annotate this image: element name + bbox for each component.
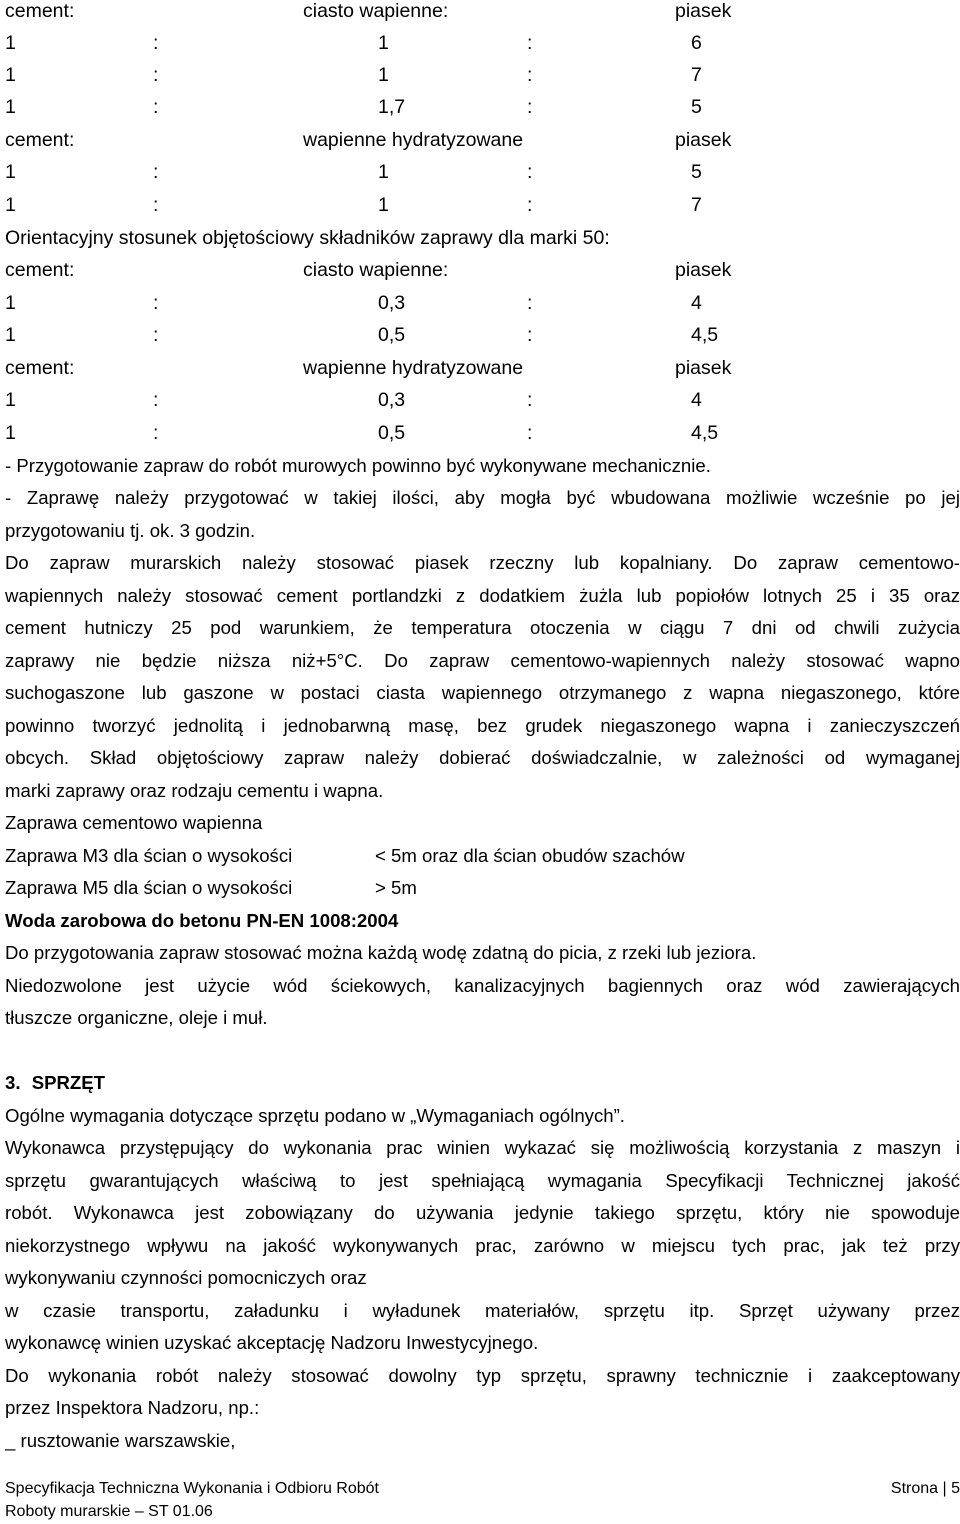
col-sand: piasek <box>675 357 732 379</box>
ratio-value: 1 <box>5 422 16 444</box>
ratio-value: 1 <box>5 96 16 118</box>
paragraph-line: niekorzystnego wpływu na jakość wykonywanych prac, zarówno w miejscu tych prac, jak też przy <box>5 1235 960 1256</box>
ratio-value: 1 <box>5 194 16 216</box>
zaprawa-m5-line <box>5 872 417 904</box>
col-binder: ciasto wapienne: <box>303 259 449 281</box>
paragraph-line: Ogólne wymagania dotyczące sprzętu podano w „Wymaganiach ogólnych”. <box>5 1105 625 1126</box>
sentence: Do zapraw cementowo-wapiennych należy stosować wapno <box>384 650 960 671</box>
ratio-row <box>5 287 960 319</box>
sentence: Do zapraw cementowo- <box>733 552 960 573</box>
ratio-separator: : <box>527 422 533 444</box>
ratio-value: 1 <box>378 161 389 183</box>
ratio-value: 1 <box>378 64 389 86</box>
paragraph-line: Do przygotowania zapraw stosować można każdą wodę zdatną do picia, z rzeki lub jeziora. <box>5 942 757 963</box>
section-number: 3. <box>5 1072 21 1093</box>
sentence: Do zapraw murarskich należy stosować piasek rzeczny lub kopalniany. <box>5 552 713 573</box>
ratio-separator: : <box>527 32 533 54</box>
zaprawa-title: Zaprawa cementowo wapienna <box>5 812 263 833</box>
zaprawa-m3-line <box>5 840 685 872</box>
page-number: Strona | 5 <box>890 1480 960 1497</box>
ratio-row <box>5 59 960 91</box>
ratio-separator: : <box>153 389 159 411</box>
col-binder: wapienne hydratyzowane <box>303 357 524 379</box>
ratio-separator: : <box>153 64 159 86</box>
ratio-value: 1 <box>5 292 16 314</box>
ratio-value: 1 <box>378 32 389 54</box>
ratio-value: 1 <box>5 389 16 411</box>
ratio-value: 4,5 <box>691 422 719 444</box>
zaprawa-m3-label: Zaprawa M3 dla ścian o wysokości <box>5 845 293 866</box>
footer-subtitle-row <box>5 1500 960 1524</box>
paragraph-line: przez Inspektora Nadzoru, np.: <box>5 1397 260 1418</box>
paragraph-line: suchogaszone lub gaszone w postaci ciasta wapiennego otrzymanego z wapna niegaszonego, które <box>5 682 960 703</box>
paragraph-line: marki zaprawy oraz rodzaju cementu i wapna. <box>5 780 384 801</box>
col-cement: cement: <box>5 0 75 22</box>
ratio-value: 0,3 <box>378 389 406 411</box>
ratio-separator: : <box>527 324 533 346</box>
ratio-separator: : <box>527 96 533 118</box>
paragraph-line: Wykonawca przystępujący do wykonania prac winien wykazać się możliwością korzystania z maszyn i <box>5 1137 960 1158</box>
ratio-separator: : <box>153 324 159 346</box>
paragraph-line <box>5 547 960 579</box>
col-binder: wapienne hydratyzowane <box>303 129 524 151</box>
ratio-separator: : <box>527 292 533 314</box>
paragraph-line: wykonawcę winien uzyskać akceptację Nadzoru Inwestycyjnego. <box>5 1332 539 1353</box>
paragraph-line: powinno tworzyć jednolitą i jednobarwną masę, bez grudek niegaszonego wapna i zanieczyszczeń <box>5 715 960 736</box>
list-item: _ rusztowanie warszawskie, <box>5 1430 236 1451</box>
col-sand: piasek <box>675 0 732 22</box>
paragraph-line: cement hutniczy 25 pod warunkiem, że temperatura otoczenia w ciągu 7 dni od chwili zużycia <box>5 617 960 638</box>
paragraph-line: wykonywaniu czynności pomocniczych oraz <box>5 1267 367 1288</box>
paragraph-line: Do wykonania robót należy stosować dowolny typ sprzętu, sprawny technicznie i zaakceptowany <box>5 1365 960 1386</box>
ratio-separator: : <box>527 194 533 216</box>
ratio-value: 7 <box>691 194 702 216</box>
paragraph-line: przygotowaniu tj. ok. 3 godzin. <box>5 520 256 541</box>
ratio-row <box>5 156 960 188</box>
ratio-row <box>5 384 960 416</box>
m50-heading <box>5 222 960 254</box>
ratio-separator: : <box>153 194 159 216</box>
m50-heading-text: Orientacyjny stosunek objętościowy składników zaprawy dla marki 50: <box>5 227 610 249</box>
paragraph-line: - Zaprawę należy przygotować w takiej ilości, aby mogła być wbudowana możliwie wcześnie po jej <box>5 487 960 508</box>
ratio-row <box>5 27 960 59</box>
zaprawa-m3-value: < 5m oraz dla ścian obudów szachów <box>375 845 685 866</box>
ratio-value: 1 <box>5 161 16 183</box>
ratio-row <box>5 417 960 449</box>
ratio-header-row <box>5 0 960 27</box>
ratio-separator: : <box>527 389 533 411</box>
ratio-header-row <box>5 254 960 286</box>
paragraph-line: w czasie transportu, załadunku i wyładunek materiałów, sprzętu itp. Sprzęt używany przez <box>5 1300 960 1321</box>
ratio-value: 1 <box>378 194 389 216</box>
paragraph-line: tłuszcze organiczne, oleje i muł. <box>5 1007 268 1028</box>
ratio-value: 4,5 <box>691 324 719 346</box>
ratio-value: 4 <box>691 292 702 314</box>
paragraph-line: - Przygotowanie zapraw do robót murowych powinno być wykonywane mechanicznie. <box>5 455 711 476</box>
ratio-value: 7 <box>691 64 702 86</box>
footer-title: Specyfikacja Techniczna Wykonania i Odbioru Robót <box>5 1480 379 1497</box>
page-footer <box>5 1477 960 1501</box>
ratio-separator: : <box>153 96 159 118</box>
col-cement: cement: <box>5 259 75 281</box>
ratio-value: 4 <box>691 389 702 411</box>
col-cement: cement: <box>5 129 75 151</box>
ratio-value: 1,7 <box>378 96 406 118</box>
ratio-header-row <box>5 124 960 156</box>
paragraph-line: robót. Wykonawca jest zobowiązany do używania jedynie takiego sprzętu, który nie spowoduje <box>5 1202 960 1223</box>
paragraph-line: Niedozwolone jest użycie wód ściekowych, kanalizacyjnych bagiennych oraz wód zawierających <box>5 975 960 996</box>
ratio-separator: : <box>527 161 533 183</box>
ratio-row <box>5 319 960 351</box>
woda-heading: Woda zarobowa do betonu PN-EN 1008:2004 <box>5 910 399 931</box>
ratio-value: 5 <box>691 96 702 118</box>
ratio-value: 1 <box>5 64 16 86</box>
zaprawa-m5-label: Zaprawa M5 dla ścian o wysokości <box>5 877 293 898</box>
section-heading <box>5 1067 960 1099</box>
col-binder: ciasto wapienne: <box>303 0 449 22</box>
ratio-separator: : <box>153 292 159 314</box>
col-sand: piasek <box>675 129 732 151</box>
paragraph-line: wapiennych należy stosować cement portlandzki z dodatkiem żużla lub popiołów lotnych 25 i 35 oraz <box>5 585 960 606</box>
ratio-separator: : <box>527 64 533 86</box>
ratio-row <box>5 91 960 123</box>
ratio-value: 0,5 <box>378 422 406 444</box>
ratio-value: 6 <box>691 32 702 54</box>
ratio-separator: : <box>153 422 159 444</box>
ratio-row <box>5 189 960 221</box>
ratio-value: 0,5 <box>378 324 406 346</box>
paragraph-line: sprzętu gwarantujących właściwą to jest spełniającą wymagania Specyfikacji Technicznej jakość <box>5 1170 960 1191</box>
col-sand: piasek <box>675 259 732 281</box>
ratio-value: 5 <box>691 161 702 183</box>
footer-subtitle: Roboty murarskie – ST 01.06 <box>5 1503 213 1520</box>
ratio-value: 1 <box>5 324 16 346</box>
paragraph-line: obcych. Skład objętościowy zapraw należy dobierać doświadczalnie, w zależności od wymaganej <box>5 747 960 768</box>
ratio-header-row <box>5 352 960 384</box>
section-title: SPRZĘT <box>31 1072 106 1093</box>
ratio-separator: : <box>153 161 159 183</box>
ratio-value: 0,3 <box>378 292 406 314</box>
col-cement: cement: <box>5 357 75 379</box>
zaprawa-m5-value: > 5m <box>375 877 417 898</box>
ratio-value: 1 <box>5 32 16 54</box>
sentence: zaprawy nie będzie niższa niż+5°C. <box>5 650 363 671</box>
ratio-separator: : <box>153 32 159 54</box>
paragraph-line <box>5 645 960 677</box>
